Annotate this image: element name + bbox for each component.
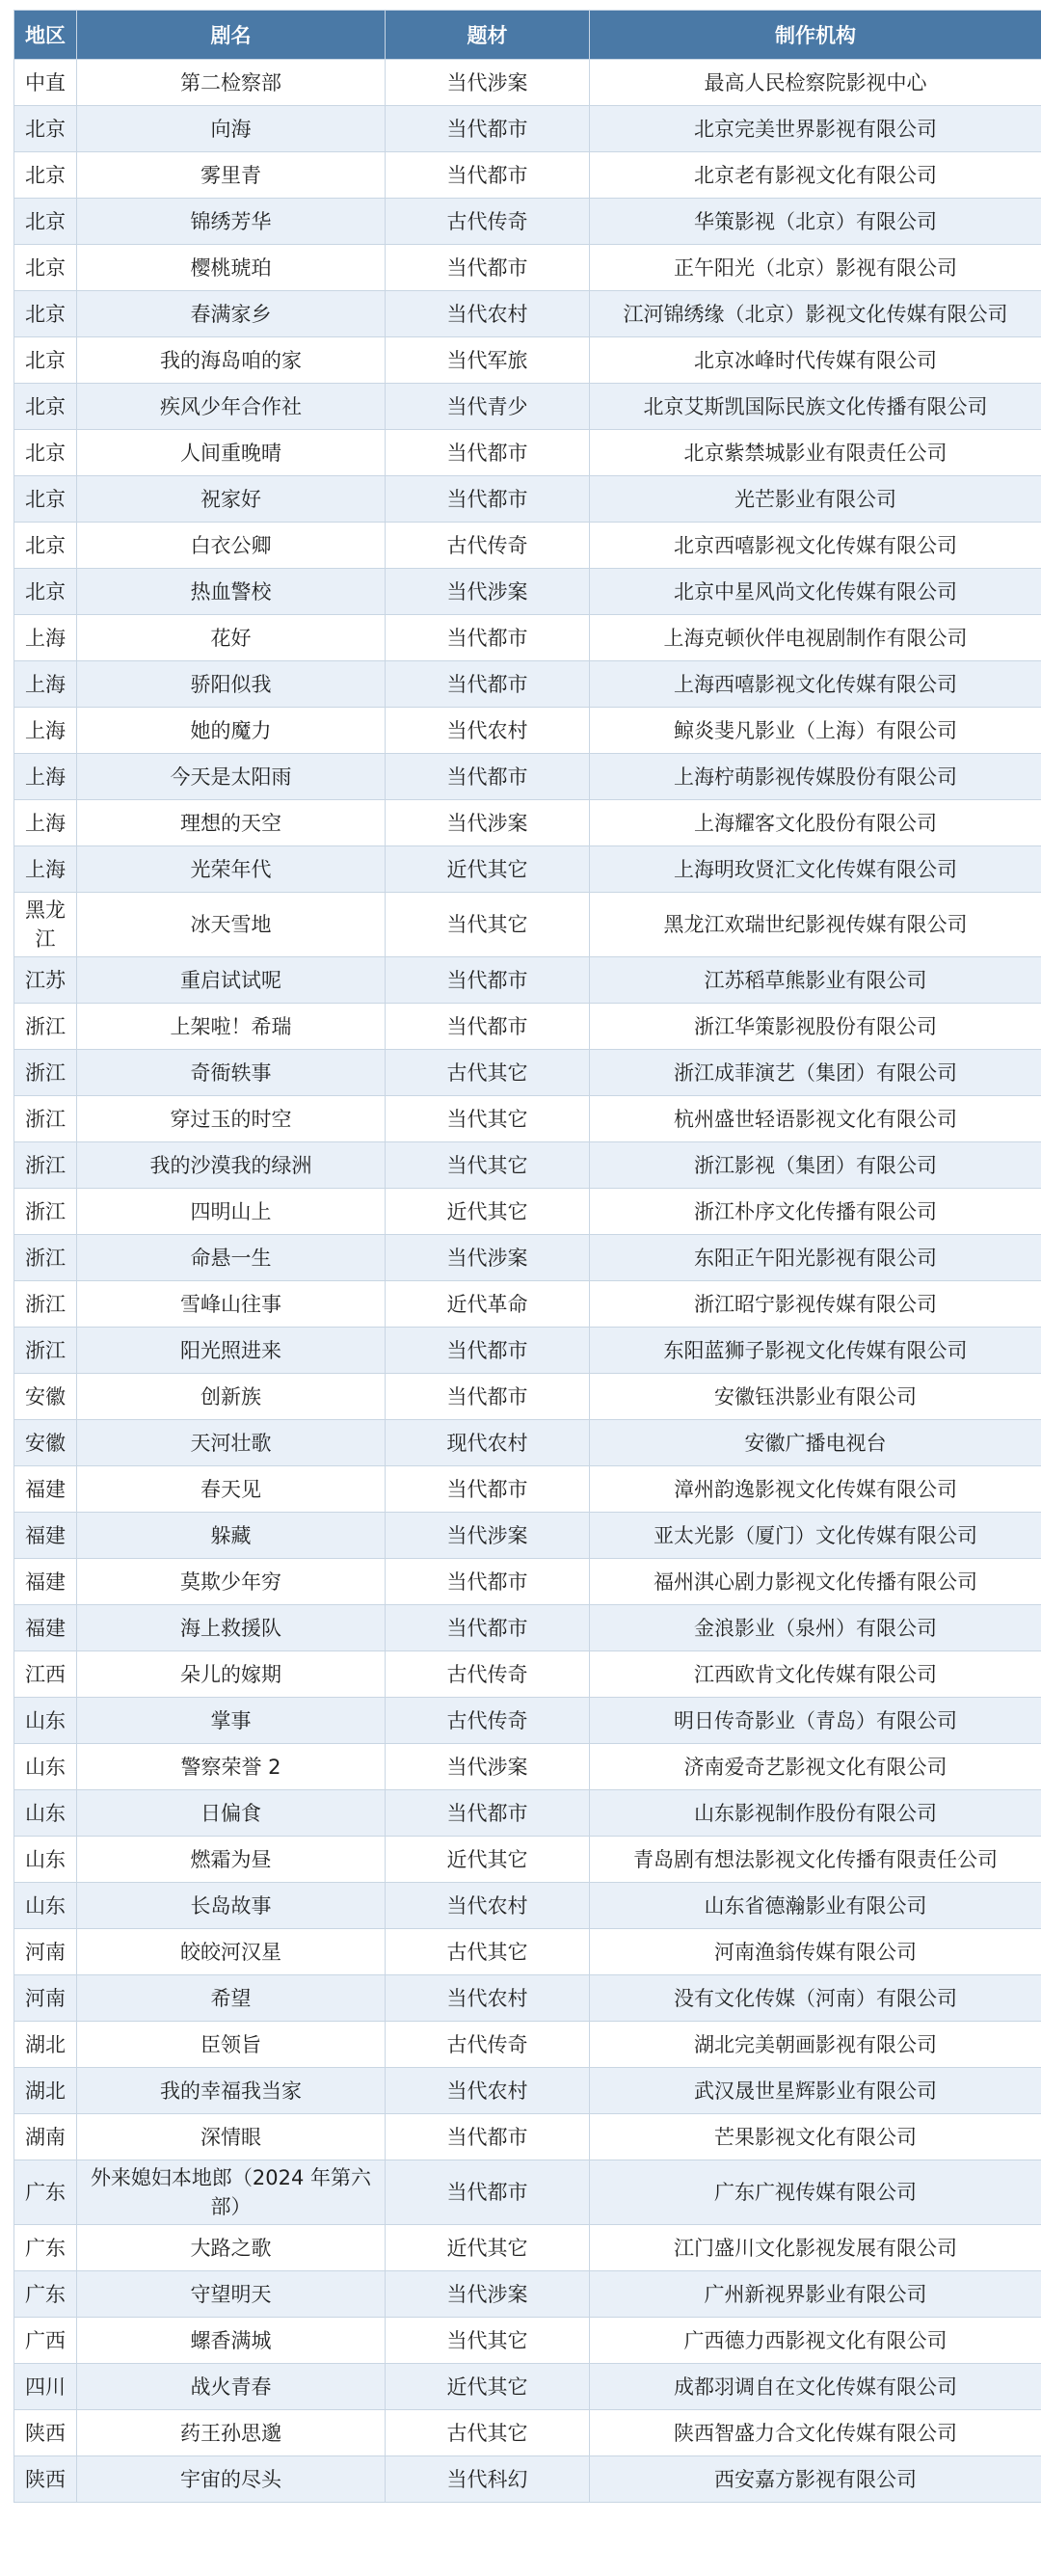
cell-drama-name: 药王孙思邈 (77, 2410, 386, 2456)
cell-drama-name: 她的魔力 (77, 708, 386, 754)
cell-genre: 当代其它 (386, 1096, 590, 1142)
table-row (14, 337, 1041, 384)
cell-genre: 当代涉案 (386, 1744, 590, 1790)
cell-region: 山东 (14, 1883, 77, 1929)
cell-genre: 当代都市 (386, 430, 590, 476)
cell-drama-name: 今天是太阳雨 (77, 754, 386, 800)
table-row (14, 1513, 1041, 1559)
cell-region: 上海 (14, 615, 77, 661)
cell-drama-name: 掌事 (77, 1698, 386, 1744)
header-drama-name: 剧名 (77, 11, 386, 60)
cell-drama-name: 螺香满城 (77, 2318, 386, 2364)
cell-region: 山东 (14, 1837, 77, 1883)
table-row (14, 800, 1041, 846)
cell-region: 北京 (14, 476, 77, 523)
cell-region: 浙江 (14, 1004, 77, 1050)
cell-region: 上海 (14, 846, 77, 893)
cell-genre: 古代其它 (386, 2410, 590, 2456)
cell-drama-name: 第二检察部 (77, 60, 386, 106)
cell-drama-name: 日偏食 (77, 1790, 386, 1837)
cell-production-company: 上海柠萌影视传媒股份有限公司 (590, 754, 1041, 800)
table-row (14, 1328, 1041, 1374)
cell-genre: 当代涉案 (386, 60, 590, 106)
cell-production-company: 光芒影业有限公司 (590, 476, 1041, 523)
cell-drama-name: 警察荣誉 2 (77, 1744, 386, 1790)
table-row (14, 2364, 1041, 2410)
cell-drama-name: 人间重晚晴 (77, 430, 386, 476)
cell-drama-name: 深情眼 (77, 2114, 386, 2160)
cell-drama-name: 花好 (77, 615, 386, 661)
table-row (14, 1050, 1041, 1096)
cell-genre: 当代军旅 (386, 337, 590, 384)
cell-region: 广东 (14, 2160, 77, 2225)
cell-genre: 当代农村 (386, 708, 590, 754)
cell-genre: 当代涉案 (386, 569, 590, 615)
cell-genre: 当代农村 (386, 1883, 590, 1929)
cell-production-company: 江苏稻草熊影业有限公司 (590, 957, 1041, 1004)
cell-drama-name: 春天见 (77, 1466, 386, 1513)
cell-region: 北京 (14, 152, 77, 199)
cell-production-company: 北京艾斯凯国际民族文化传播有限公司 (590, 384, 1041, 430)
cell-genre: 当代其它 (386, 893, 590, 957)
cell-production-company: 杭州盛世轻语影视文化有限公司 (590, 1096, 1041, 1142)
table-row (14, 199, 1041, 245)
table-row (14, 1235, 1041, 1281)
cell-region: 山东 (14, 1790, 77, 1837)
cell-drama-name: 朵儿的嫁期 (77, 1651, 386, 1698)
cell-production-company: 江河锦绣缘（北京）影视文化传媒有限公司 (590, 291, 1041, 337)
cell-production-company: 正午阳光（北京）影视有限公司 (590, 245, 1041, 291)
cell-region: 浙江 (14, 1328, 77, 1374)
table-row (14, 569, 1041, 615)
cell-production-company: 江门盛川文化影视发展有限公司 (590, 2225, 1041, 2271)
cell-region: 江西 (14, 1651, 77, 1698)
cell-drama-name: 祝家好 (77, 476, 386, 523)
header-production-company: 制作机构 (590, 11, 1041, 60)
cell-region: 浙江 (14, 1281, 77, 1328)
table-row (14, 384, 1041, 430)
cell-region: 安徽 (14, 1374, 77, 1420)
table-row (14, 2410, 1041, 2456)
cell-production-company: 北京西嘻影视文化传媒有限公司 (590, 523, 1041, 569)
cell-production-company: 浙江影视（集团）有限公司 (590, 1142, 1041, 1189)
table-row (14, 1837, 1041, 1883)
cell-production-company: 上海耀客文化股份有限公司 (590, 800, 1041, 846)
cell-drama-name: 向海 (77, 106, 386, 152)
cell-region: 福建 (14, 1559, 77, 1605)
cell-production-company: 成都羽调自在文化传媒有限公司 (590, 2364, 1041, 2410)
cell-production-company: 浙江华策影视股份有限公司 (590, 1004, 1041, 1050)
table-row (14, 1559, 1041, 1605)
cell-genre: 古代其它 (386, 1050, 590, 1096)
cell-genre: 现代农村 (386, 1420, 590, 1466)
cell-region: 河南 (14, 1929, 77, 1975)
cell-genre: 近代其它 (386, 846, 590, 893)
cell-production-company: 广东广视传媒有限公司 (590, 2160, 1041, 2225)
cell-production-company: 东阳蓝狮子影视文化传媒有限公司 (590, 1328, 1041, 1374)
cell-genre: 近代革命 (386, 1281, 590, 1328)
cell-region: 北京 (14, 384, 77, 430)
table-row (14, 476, 1041, 523)
cell-region: 湖北 (14, 2022, 77, 2068)
table-row (14, 1975, 1041, 2022)
cell-region: 四川 (14, 2364, 77, 2410)
cell-drama-name: 理想的天空 (77, 800, 386, 846)
table-row (14, 1281, 1041, 1328)
cell-genre: 当代都市 (386, 1790, 590, 1837)
cell-region: 广东 (14, 2271, 77, 2318)
cell-genre: 古代传奇 (386, 523, 590, 569)
cell-production-company: 济南爱奇艺影视文化有限公司 (590, 1744, 1041, 1790)
cell-production-company: 最高人民检察院影视中心 (590, 60, 1041, 106)
cell-drama-name: 外来媳妇本地郎（2024 年第六部） (77, 2160, 386, 2225)
cell-genre: 当代青少 (386, 384, 590, 430)
cell-region: 北京 (14, 199, 77, 245)
cell-drama-name: 重启试试呢 (77, 957, 386, 1004)
cell-genre: 当代涉案 (386, 1235, 590, 1281)
cell-production-company: 北京冰峰时代传媒有限公司 (590, 337, 1041, 384)
table-row (14, 1466, 1041, 1513)
cell-genre: 当代都市 (386, 615, 590, 661)
table-row (14, 1790, 1041, 1837)
table-row (14, 1929, 1041, 1975)
cell-genre: 当代涉案 (386, 1513, 590, 1559)
cell-region: 北京 (14, 291, 77, 337)
cell-genre: 古代传奇 (386, 1698, 590, 1744)
cell-drama-name: 皎皎河汉星 (77, 1929, 386, 1975)
cell-region: 黑龙江 (14, 893, 77, 957)
cell-region: 中直 (14, 60, 77, 106)
table-row (14, 2022, 1041, 2068)
cell-drama-name: 我的海岛咱的家 (77, 337, 386, 384)
table-row (14, 2271, 1041, 2318)
cell-production-company: 华策影视（北京）有限公司 (590, 199, 1041, 245)
cell-drama-name: 雪峰山往事 (77, 1281, 386, 1328)
cell-genre: 当代都市 (386, 1374, 590, 1420)
cell-drama-name: 我的沙漠我的绿洲 (77, 1142, 386, 1189)
cell-drama-name: 穿过玉的时空 (77, 1096, 386, 1142)
table-row (14, 523, 1041, 569)
cell-region: 福建 (14, 1466, 77, 1513)
table-row (14, 2318, 1041, 2364)
table-row (14, 152, 1041, 199)
cell-genre: 当代都市 (386, 957, 590, 1004)
cell-drama-name: 白衣公卿 (77, 523, 386, 569)
cell-genre: 古代传奇 (386, 2022, 590, 2068)
cell-production-company: 浙江朴序文化传播有限公司 (590, 1189, 1041, 1235)
cell-region: 北京 (14, 245, 77, 291)
cell-genre: 当代都市 (386, 754, 590, 800)
cell-region: 河南 (14, 1975, 77, 2022)
cell-drama-name: 命悬一生 (77, 1235, 386, 1281)
cell-production-company: 陕西智盛力合文化传媒有限公司 (590, 2410, 1041, 2456)
cell-genre: 古代传奇 (386, 199, 590, 245)
cell-region: 福建 (14, 1605, 77, 1651)
table-row (14, 1883, 1041, 1929)
cell-production-company: 上海西嘻影视文化传媒有限公司 (590, 661, 1041, 708)
cell-drama-name: 莫欺少年穷 (77, 1559, 386, 1605)
cell-production-company: 广州新视界影业有限公司 (590, 2271, 1041, 2318)
cell-region: 上海 (14, 661, 77, 708)
cell-region: 北京 (14, 106, 77, 152)
cell-production-company: 山东省德瀚影业有限公司 (590, 1883, 1041, 1929)
table-row (14, 430, 1041, 476)
cell-genre: 当代都市 (386, 2160, 590, 2225)
cell-production-company: 上海克顿伙伴电视剧制作有限公司 (590, 615, 1041, 661)
cell-genre: 当代都市 (386, 2114, 590, 2160)
cell-genre: 当代农村 (386, 291, 590, 337)
cell-genre: 当代都市 (386, 245, 590, 291)
table-row (14, 245, 1041, 291)
cell-region: 北京 (14, 523, 77, 569)
table-row (14, 106, 1041, 152)
cell-drama-name: 躲藏 (77, 1513, 386, 1559)
cell-drama-name: 四明山上 (77, 1189, 386, 1235)
cell-region: 陕西 (14, 2456, 77, 2503)
cell-region: 福建 (14, 1513, 77, 1559)
table-row (14, 1605, 1041, 1651)
cell-drama-name: 光荣年代 (77, 846, 386, 893)
cell-genre: 当代涉案 (386, 2271, 590, 2318)
cell-region: 江苏 (14, 957, 77, 1004)
cell-genre: 当代涉案 (386, 800, 590, 846)
table-header-row (14, 11, 1041, 60)
cell-drama-name: 燃霜为昼 (77, 1837, 386, 1883)
cell-genre: 当代都市 (386, 1559, 590, 1605)
cell-drama-name: 臣领旨 (77, 2022, 386, 2068)
cell-production-company: 江西欧肯文化传媒有限公司 (590, 1651, 1041, 1698)
cell-production-company: 没有文化传媒（河南）有限公司 (590, 1975, 1041, 2022)
cell-genre: 近代其它 (386, 2225, 590, 2271)
cell-region: 北京 (14, 569, 77, 615)
cell-production-company: 上海明玫贤汇文化传媒有限公司 (590, 846, 1041, 893)
cell-genre: 当代都市 (386, 661, 590, 708)
cell-drama-name: 宇宙的尽头 (77, 2456, 386, 2503)
cell-genre: 近代其它 (386, 2364, 590, 2410)
drama-table-container (13, 10, 1041, 2503)
cell-drama-name: 锦绣芳华 (77, 199, 386, 245)
cell-region: 陕西 (14, 2410, 77, 2456)
table-row (14, 1096, 1041, 1142)
table-body (14, 60, 1041, 2503)
table-row (14, 1142, 1041, 1189)
cell-production-company: 鲸炎斐凡影业（上海）有限公司 (590, 708, 1041, 754)
cell-genre: 当代都市 (386, 1605, 590, 1651)
cell-production-company: 安徽钰洪影业有限公司 (590, 1374, 1041, 1420)
cell-drama-name: 樱桃琥珀 (77, 245, 386, 291)
cell-region: 湖北 (14, 2068, 77, 2114)
cell-drama-name: 战火青春 (77, 2364, 386, 2410)
cell-drama-name: 长岛故事 (77, 1883, 386, 1929)
cell-drama-name: 春满家乡 (77, 291, 386, 337)
table-row (14, 1744, 1041, 1790)
cell-drama-name: 骄阳似我 (77, 661, 386, 708)
table-row (14, 60, 1041, 106)
cell-region: 浙江 (14, 1142, 77, 1189)
table-row (14, 893, 1041, 957)
cell-drama-name: 奇衙轶事 (77, 1050, 386, 1096)
cell-production-company: 福州淇心剧力影视文化传播有限公司 (590, 1559, 1041, 1605)
table-row (14, 957, 1041, 1004)
cell-genre: 当代都市 (386, 152, 590, 199)
table-row (14, 754, 1041, 800)
cell-genre: 当代农村 (386, 1975, 590, 2022)
cell-region: 北京 (14, 337, 77, 384)
table-row (14, 1004, 1041, 1050)
cell-production-company: 亚太光影（厦门）文化传媒有限公司 (590, 1513, 1041, 1559)
cell-genre: 近代其它 (386, 1837, 590, 1883)
table-row (14, 1698, 1041, 1744)
cell-genre: 古代其它 (386, 1929, 590, 1975)
cell-production-company: 浙江成菲演艺（集团）有限公司 (590, 1050, 1041, 1096)
cell-production-company: 漳州韵逸影视文化传媒有限公司 (590, 1466, 1041, 1513)
table-row (14, 2225, 1041, 2271)
cell-region: 湖南 (14, 2114, 77, 2160)
table-row (14, 1189, 1041, 1235)
cell-production-company: 西安嘉方影视有限公司 (590, 2456, 1041, 2503)
cell-production-company: 北京完美世界影视有限公司 (590, 106, 1041, 152)
cell-region: 安徽 (14, 1420, 77, 1466)
cell-drama-name: 阳光照进来 (77, 1328, 386, 1374)
cell-production-company: 金浪影业（泉州）有限公司 (590, 1605, 1041, 1651)
table-row (14, 2160, 1041, 2225)
cell-production-company: 黑龙江欢瑞世纪影视传媒有限公司 (590, 893, 1041, 957)
drama-table (13, 10, 1041, 2503)
cell-genre: 古代传奇 (386, 1651, 590, 1698)
cell-genre: 当代农村 (386, 2068, 590, 2114)
table-row (14, 615, 1041, 661)
cell-drama-name: 创新族 (77, 1374, 386, 1420)
cell-genre: 当代都市 (386, 106, 590, 152)
cell-region: 浙江 (14, 1050, 77, 1096)
cell-genre: 当代其它 (386, 1142, 590, 1189)
cell-production-company: 山东影视制作股份有限公司 (590, 1790, 1041, 1837)
table-row (14, 291, 1041, 337)
table-row (14, 708, 1041, 754)
cell-drama-name: 大路之歌 (77, 2225, 386, 2271)
cell-production-company: 浙江昭宁影视传媒有限公司 (590, 1281, 1041, 1328)
cell-production-company: 安徽广播电视台 (590, 1420, 1041, 1466)
cell-genre: 当代都市 (386, 1328, 590, 1374)
cell-drama-name: 海上救援队 (77, 1605, 386, 1651)
cell-region: 浙江 (14, 1096, 77, 1142)
cell-production-company: 东阳正午阳光影视有限公司 (590, 1235, 1041, 1281)
table-row (14, 661, 1041, 708)
cell-region: 广东 (14, 2225, 77, 2271)
cell-genre: 当代都市 (386, 1004, 590, 1050)
cell-region: 北京 (14, 430, 77, 476)
cell-region: 上海 (14, 754, 77, 800)
cell-genre: 当代科幻 (386, 2456, 590, 2503)
cell-drama-name: 我的幸福我当家 (77, 2068, 386, 2114)
cell-production-company: 广西德力西影视文化有限公司 (590, 2318, 1041, 2364)
cell-production-company: 北京紫禁城影业有限责任公司 (590, 430, 1041, 476)
cell-drama-name: 雾里青 (77, 152, 386, 199)
cell-production-company: 青岛剧有想法影视文化传播有限责任公司 (590, 1837, 1041, 1883)
cell-drama-name: 上架啦！希瑞 (77, 1004, 386, 1050)
header-region: 地区 (14, 11, 77, 60)
table-row (14, 2068, 1041, 2114)
cell-region: 上海 (14, 708, 77, 754)
cell-region: 广西 (14, 2318, 77, 2364)
cell-production-company: 明日传奇影业（青岛）有限公司 (590, 1698, 1041, 1744)
cell-production-company: 北京中星风尚文化传媒有限公司 (590, 569, 1041, 615)
table-row (14, 846, 1041, 893)
table-row (14, 2456, 1041, 2503)
cell-production-company: 湖北完美朝画影视有限公司 (590, 2022, 1041, 2068)
cell-region: 浙江 (14, 1235, 77, 1281)
cell-drama-name: 守望明天 (77, 2271, 386, 2318)
cell-region: 浙江 (14, 1189, 77, 1235)
cell-drama-name: 冰天雪地 (77, 893, 386, 957)
cell-production-company: 武汉晟世星辉影业有限公司 (590, 2068, 1041, 2114)
cell-genre: 当代都市 (386, 1466, 590, 1513)
table-row (14, 1651, 1041, 1698)
cell-drama-name: 天河壮歌 (77, 1420, 386, 1466)
table-row (14, 1420, 1041, 1466)
cell-drama-name: 希望 (77, 1975, 386, 2022)
cell-drama-name: 热血警校 (77, 569, 386, 615)
cell-genre: 当代都市 (386, 476, 590, 523)
header-genre: 题材 (386, 11, 590, 60)
table-row (14, 1374, 1041, 1420)
table-row (14, 2114, 1041, 2160)
cell-drama-name: 疾风少年合作社 (77, 384, 386, 430)
cell-region: 上海 (14, 800, 77, 846)
cell-production-company: 北京老有影视文化有限公司 (590, 152, 1041, 199)
cell-genre: 近代其它 (386, 1189, 590, 1235)
cell-production-company: 河南渔翁传媒有限公司 (590, 1929, 1041, 1975)
cell-region: 山东 (14, 1744, 77, 1790)
cell-genre: 当代其它 (386, 2318, 590, 2364)
cell-production-company: 芒果影视文化有限公司 (590, 2114, 1041, 2160)
cell-region: 山东 (14, 1698, 77, 1744)
